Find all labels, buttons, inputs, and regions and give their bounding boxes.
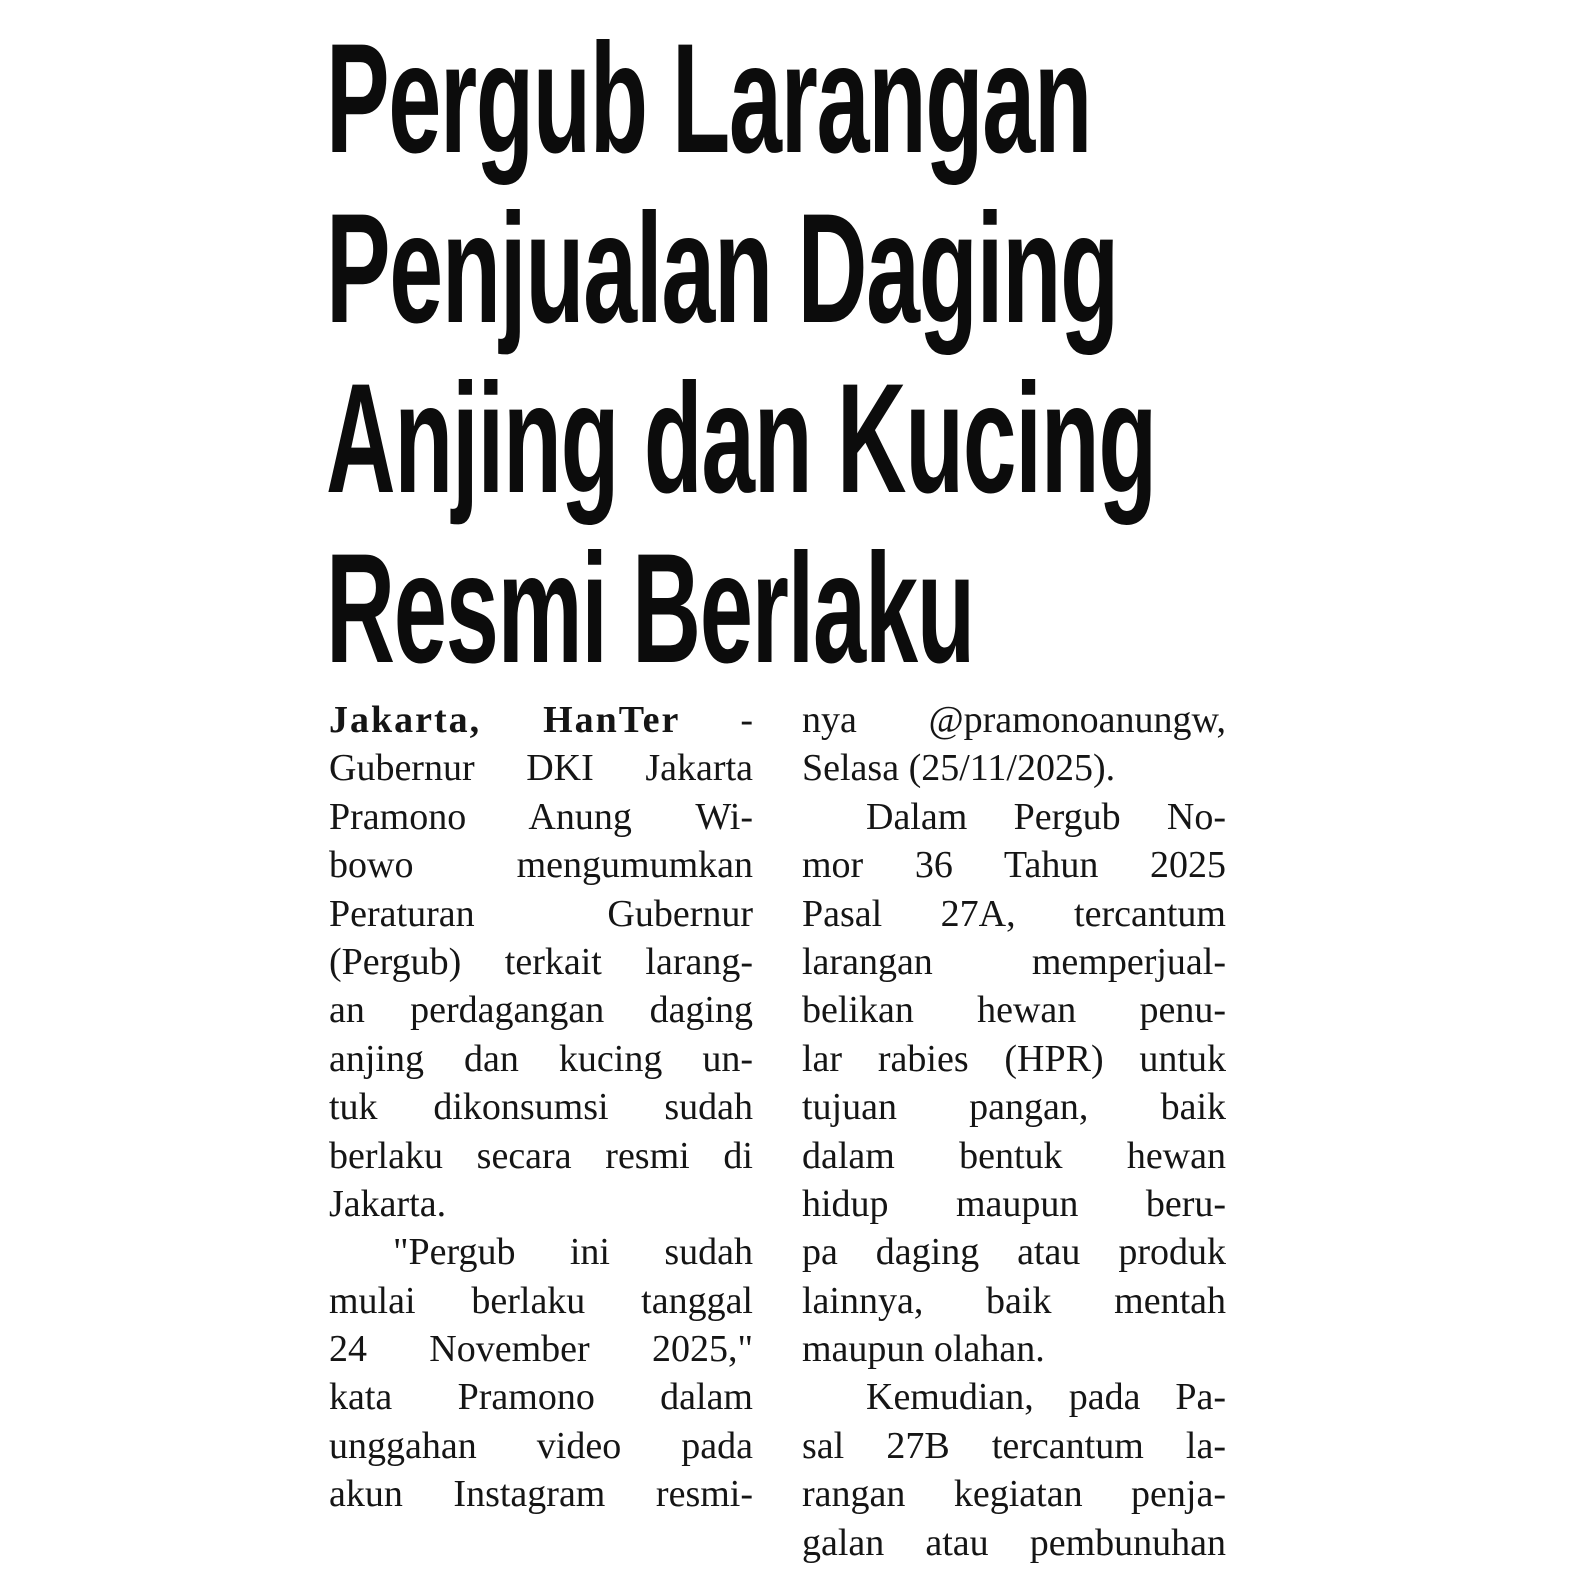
dateline: Jakarta, HanTer (329, 699, 681, 741)
body-text-line (329, 696, 753, 744)
body-text-line: kata Pramono dalam (329, 1376, 753, 1419)
body-text-line: Kemudian, pada Pa- (866, 1376, 1226, 1419)
dateline-separator: - (680, 699, 753, 741)
body-text-line: rangan kegiatan penja- (802, 1473, 1226, 1516)
body-text-line: unggahan video pada (329, 1424, 753, 1467)
body-text-line: Jakarta. (329, 1182, 447, 1225)
article-column-right (802, 696, 1226, 1567)
body-text-line: akun Instagram resmi- (329, 1473, 753, 1516)
body-text-line: Pasal 27A, tercantum (802, 892, 1226, 935)
body-text-line: an perdagangan daging (329, 989, 753, 1032)
body-text-line: Gubernur DKI Jakarta (329, 747, 753, 790)
body-text-line: tuk dikonsumsi sudah (329, 1086, 753, 1129)
body-text-line: mulai berlaku tanggal (329, 1279, 753, 1322)
body-text-line: tujuan pangan, baik (802, 1086, 1226, 1129)
body-text-line: Dalam Pergub No- (866, 795, 1226, 838)
headline-line: Pergub Larangan (326, 12, 1091, 186)
body-text-line: hidup maupun beru- (802, 1182, 1226, 1225)
headline-line: Penjualan Daging (326, 182, 1118, 356)
body-text-line: "Pergub ini sudah (393, 1231, 753, 1274)
body-text-line: 24 November 2025," (329, 1328, 753, 1371)
body-text-line: Peraturan Gubernur (329, 892, 753, 935)
body-text-line: anjing dan kucing un- (329, 1037, 753, 1080)
body-text-line: nya @pramonoanungw, (802, 699, 1226, 741)
article-column-left (329, 696, 753, 1519)
body-text-line: berlaku secara resmi di (329, 1134, 753, 1177)
headline-line: Resmi Berlaku (326, 522, 974, 696)
body-text-line: pa daging atau produk (802, 1231, 1226, 1274)
body-text-line: Pramono Anung Wi- (329, 795, 753, 838)
body-text-line: maupun olahan. (802, 1328, 1045, 1371)
body-text-line: sal 27B tercantum la- (802, 1424, 1226, 1467)
body-text-line: dalam bentuk hewan (802, 1134, 1226, 1177)
body-text-line: (Pergub) terkait larang- (329, 940, 753, 983)
body-text-line: belikan hewan penu- (802, 989, 1226, 1032)
headline (326, 14, 1575, 694)
body-text-line: lainnya, baik mentah (802, 1279, 1226, 1322)
body-text-line: galan atau pembunuhan (802, 1521, 1226, 1564)
body-text-line: bowo mengumumkan (329, 844, 753, 887)
body-text-line: mor 36 Tahun 2025 (802, 844, 1226, 887)
headline-line: Anjing dan Kucing (326, 352, 1156, 526)
body-text-line: lar rabies (HPR) untuk (802, 1037, 1226, 1080)
body-text-line: larangan memperjual- (802, 940, 1226, 983)
body-text-line: Selasa (25/11/2025). (802, 747, 1116, 790)
